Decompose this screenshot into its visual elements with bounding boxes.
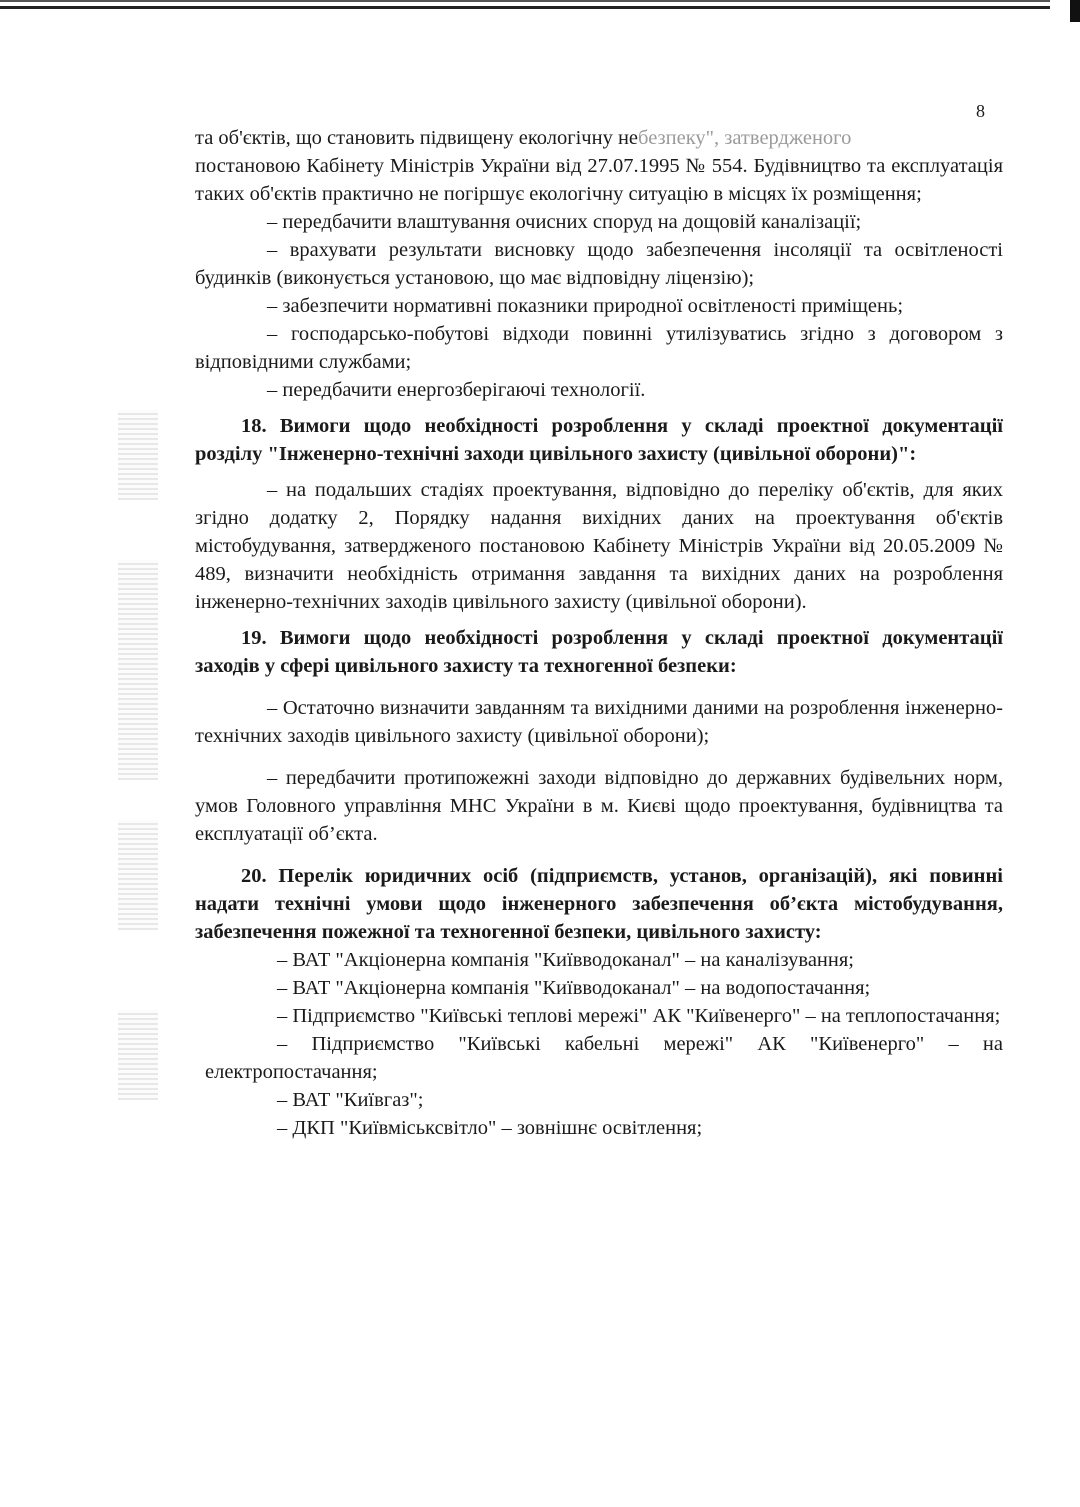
paragraph	[195, 1086, 1003, 1114]
section-heading	[195, 862, 1003, 946]
paragraph	[195, 694, 1003, 750]
paragraph-text: – Підприємство "Київські кабельні мережі" АК "Київенерго" – на електропостачання;	[205, 1033, 1003, 1083]
paragraph	[195, 320, 1003, 376]
paragraph-text: – передбачити протипожежні заходи відповідно до державних будівельних норм, умов Головного управління МНС України в м. Києві щодо проектування, будівництва та експлуатації об’єкта.	[195, 767, 1003, 845]
spacer	[195, 468, 1003, 476]
scan-artifact	[118, 1010, 158, 1100]
paragraph	[195, 208, 1003, 236]
paragraph-text: – забезпечити нормативні показники природної освітленості приміщень;	[267, 295, 904, 317]
paragraph	[195, 974, 1003, 1002]
paragraph-text: – ВАТ "Акціонерна компанія "Київводоканал" – на водопостачання;	[277, 977, 871, 999]
paragraph-text: – врахувати результати висновку щодо забезпечення інсоляції та освітленості будинків (виконується установою, що має відповідну ліцензію);	[195, 239, 1003, 289]
spacer	[195, 616, 1003, 624]
paragraph	[195, 476, 1003, 616]
paragraph-text: – ВАТ "Київгаз";	[277, 1089, 424, 1111]
scan-artifact	[118, 560, 158, 780]
paragraph-text: – на подальших стадіях проектування, відповідно до переліку об'єктів, для яких згідно додатку 2, Порядку надання вихідних даних на проектування об'єктів містобудування, затвердженого постановою Кабінету Міністрів України від 20.05.2009 № 489, визначити необхідність отримання завдання та вихідних даних на розроблення інженерно-технічних заходів цивільного захисту (цивільної оборони).	[195, 479, 1003, 613]
spacer	[195, 848, 1003, 862]
scan-top-line	[0, 6, 1050, 9]
paragraph-text: 18. Вимоги щодо необхідності розроблення у складі проектної документації розділу "Інженерно-технічні заходи цивільного захисту (цивільної оборони)":	[195, 415, 1003, 465]
section-heading	[195, 412, 1003, 468]
page-number: 8	[976, 101, 985, 121]
paragraph-text: 20. Перелік юридичних осіб (підприємств, установ, організацій), які повинні надати технічні умови щодо інженерного забезпечення об’єкта містобудування, забезпечення пожежної та техногенної безпеки, цивільного захисту:	[195, 865, 1003, 943]
paragraph	[195, 946, 1003, 974]
paragraph-text: – Підприємство "Київські теплові мережі" АК "Київенерго" – на теплопостачання;	[277, 1005, 1001, 1027]
section-heading	[195, 624, 1003, 680]
paragraph-text: – передбачити енергозберігаючі технології.	[267, 379, 646, 401]
paragraph-text: – ДКП "Київміськсвітло" – зовнішнє освітлення;	[277, 1117, 703, 1139]
paragraph-text: постановою Кабінету Міністрів України від 27.07.1995 № 554. Будівництво та експлуатація таких об'єктів практично не погіршує екологічну ситуацію в місцях їх розміщення;	[195, 155, 1003, 205]
spacer	[195, 680, 1003, 694]
paragraph-text: та об'єктів, що становить підвищену екологічну не	[195, 127, 639, 149]
paragraph	[195, 1114, 1003, 1142]
document-body	[195, 124, 1003, 1142]
spacer	[195, 404, 1003, 412]
paragraph	[195, 376, 1003, 404]
paragraph-text: – господарсько-побутові відходи повинні утилізуватись згідно з договором з відповідними службами;	[195, 323, 1003, 373]
paragraph-text: – ВАТ "Акціонерна компанія "Київводоканал" – на каналізування;	[277, 949, 854, 971]
paragraph-text: – Остаточно визначити завданням та вихідними даними на розроблення інженерно-технічних заходів цивільного захисту (цивільної оборони);	[195, 697, 1003, 747]
scan-artifact	[118, 410, 158, 500]
paragraph	[195, 764, 1003, 848]
spacer	[195, 750, 1003, 764]
paragraph	[195, 152, 1003, 208]
paragraph	[195, 236, 1003, 292]
scan-top-edge	[0, 0, 1050, 2]
scan-corner-mark	[1070, 0, 1080, 22]
paragraph	[195, 1030, 1003, 1086]
scan-artifact	[118, 820, 158, 930]
paragraph-text: – передбачити влаштування очисних споруд на дощовій каналізації;	[267, 211, 862, 233]
faded-text: безпеку", затвердженого	[638, 127, 852, 149]
paragraph	[195, 124, 1003, 152]
paragraph	[195, 292, 1003, 320]
paragraph-text: 19. Вимоги щодо необхідності розроблення у складі проектної документації заходів у сфері цивільного захисту та техногенної безпеки:	[195, 627, 1003, 677]
paragraph	[195, 1002, 1003, 1030]
